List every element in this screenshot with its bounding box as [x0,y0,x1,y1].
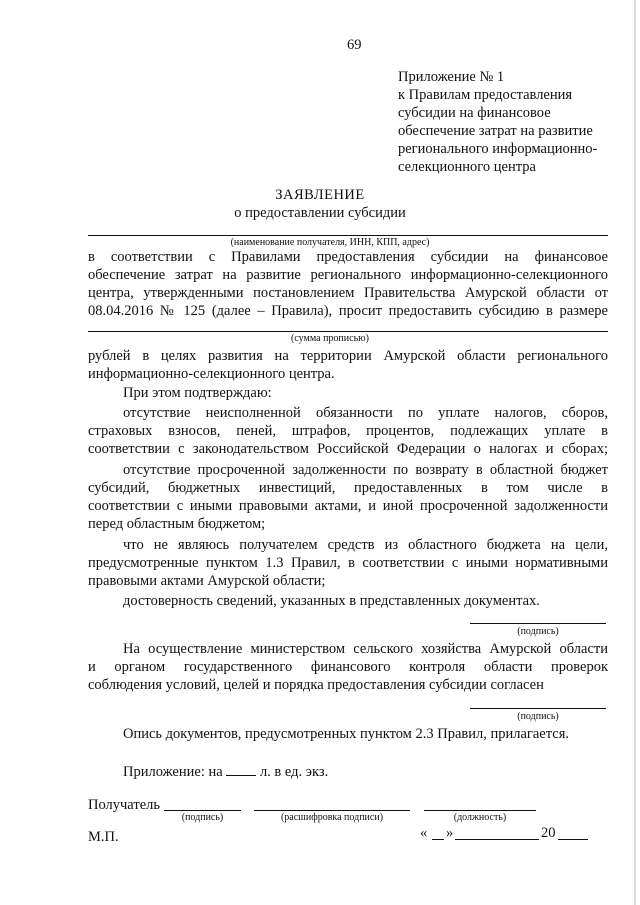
recipient-name-field[interactable] [254,810,410,811]
amount-caption: (сумма прописью) [291,333,369,344]
text-line: правовыми актами Амурской области; [88,573,326,589]
signature-line-2 [470,708,606,709]
recipient-label: Получатель [88,797,160,813]
position-caption: (должность) [453,812,507,823]
date-close-quote: » [446,825,454,841]
confirm-item-accuracy: достоверность сведений, указанных в представленных документах. [123,593,540,609]
signature-caption-1: (подпись) [517,626,559,637]
text-line: соответствии с законодательством Российской Федерации о налогах и сборах; [88,441,608,457]
page-number: 69 [347,37,362,53]
document-title: ЗАЯВЛЕНИЕ [275,187,365,203]
date-month-field[interactable] [455,839,539,840]
text-line: центра, утвержденными постановлением Правительства Амурской области от [88,285,608,301]
recipient-line [88,235,608,236]
text-line: обеспечение затрат на развитие регионального информационно-селекционного [88,267,608,283]
date-year-prefix: 20 [541,825,556,841]
attachment-pages-field[interactable] [226,763,256,776]
annex-line: обеспечение затрат на развитие [398,123,593,139]
page-edge-shadow [634,0,636,905]
inventory-note: Опись документов, предусмотренных пунктом 2.3 Правил, прилагается. [123,726,569,742]
text-line: в соответствии с Правилами предоставления субсидии на финансовое [88,249,608,265]
text-line: соблюдения условий, целей и порядка предоставления субсидии согласен [88,677,544,693]
annex-line: селекционного центра [398,159,536,175]
annex-line: к Правилам предоставления [398,87,573,103]
signature-caption-2: (подпись) [517,711,559,722]
seal-placeholder: М.П. [88,829,119,845]
text-line: предусмотренные пунктом 1.3 Правил, в соответствии с иными нормативными [88,555,608,571]
recipient-position-field[interactable] [424,810,536,811]
text-line: что не являюсь получателем средств из областного бюджета на цели, [123,537,608,553]
attachment-prefix: Приложение: на [123,764,223,780]
text-line: отсутствие просроченной задолженности по возврату в областной бюджет [123,462,608,478]
document-subtitle: о предоставлении субсидии [234,205,406,221]
recipient-signature-field[interactable] [164,810,241,811]
date-day-field[interactable] [432,839,444,840]
annex-line: регионального информационно- [398,141,598,157]
signature-decode-caption: (расшифровка подписи) [280,812,384,823]
text-line: соответствии с иными правовыми актами, и иной просроченной задолженности [88,498,608,514]
recipient-caption: (наименование получателя, ИНН, КПП, адрес) [230,237,430,248]
annex-line: субсидии на финансовое [398,105,551,121]
text-line: субсидий, бюджетных инвестиций, предоставленных в том числе в [88,480,608,496]
text-line: страховых взносов, пеней, штрафов, процентов, подлежащих уплате в [88,423,608,439]
text-line: информационно-селекционного центра. [88,366,335,382]
text-line: рублей в целях развития на территории Амурской области регионального [88,348,608,364]
confirm-intro: При этом подтверждаю: [123,385,272,401]
amount-line [88,331,608,332]
text-line: отсутствие неисполненной обязанности по уплате налогов, сборов, [123,405,608,421]
text-line: 08.04.2016 № 125 (далее – Правила), просит предоставить субсидию в размере [88,303,608,319]
attachment-line [123,763,328,781]
text-line: На осуществление министерством сельского хозяйства Амурской области [123,641,608,657]
text-line: перед областным бюджетом; [88,516,266,532]
annex-line: Приложение № 1 [398,69,505,85]
attachment-suffix: л. в ед. экз. [259,764,329,780]
signature-caption-3: (подпись) [181,812,224,823]
signature-line-1 [470,623,606,624]
text-line: и органом государственного финансового контроля области проверок [88,659,608,675]
date-year-field[interactable] [558,839,588,840]
date-open-quote: « [420,825,428,841]
